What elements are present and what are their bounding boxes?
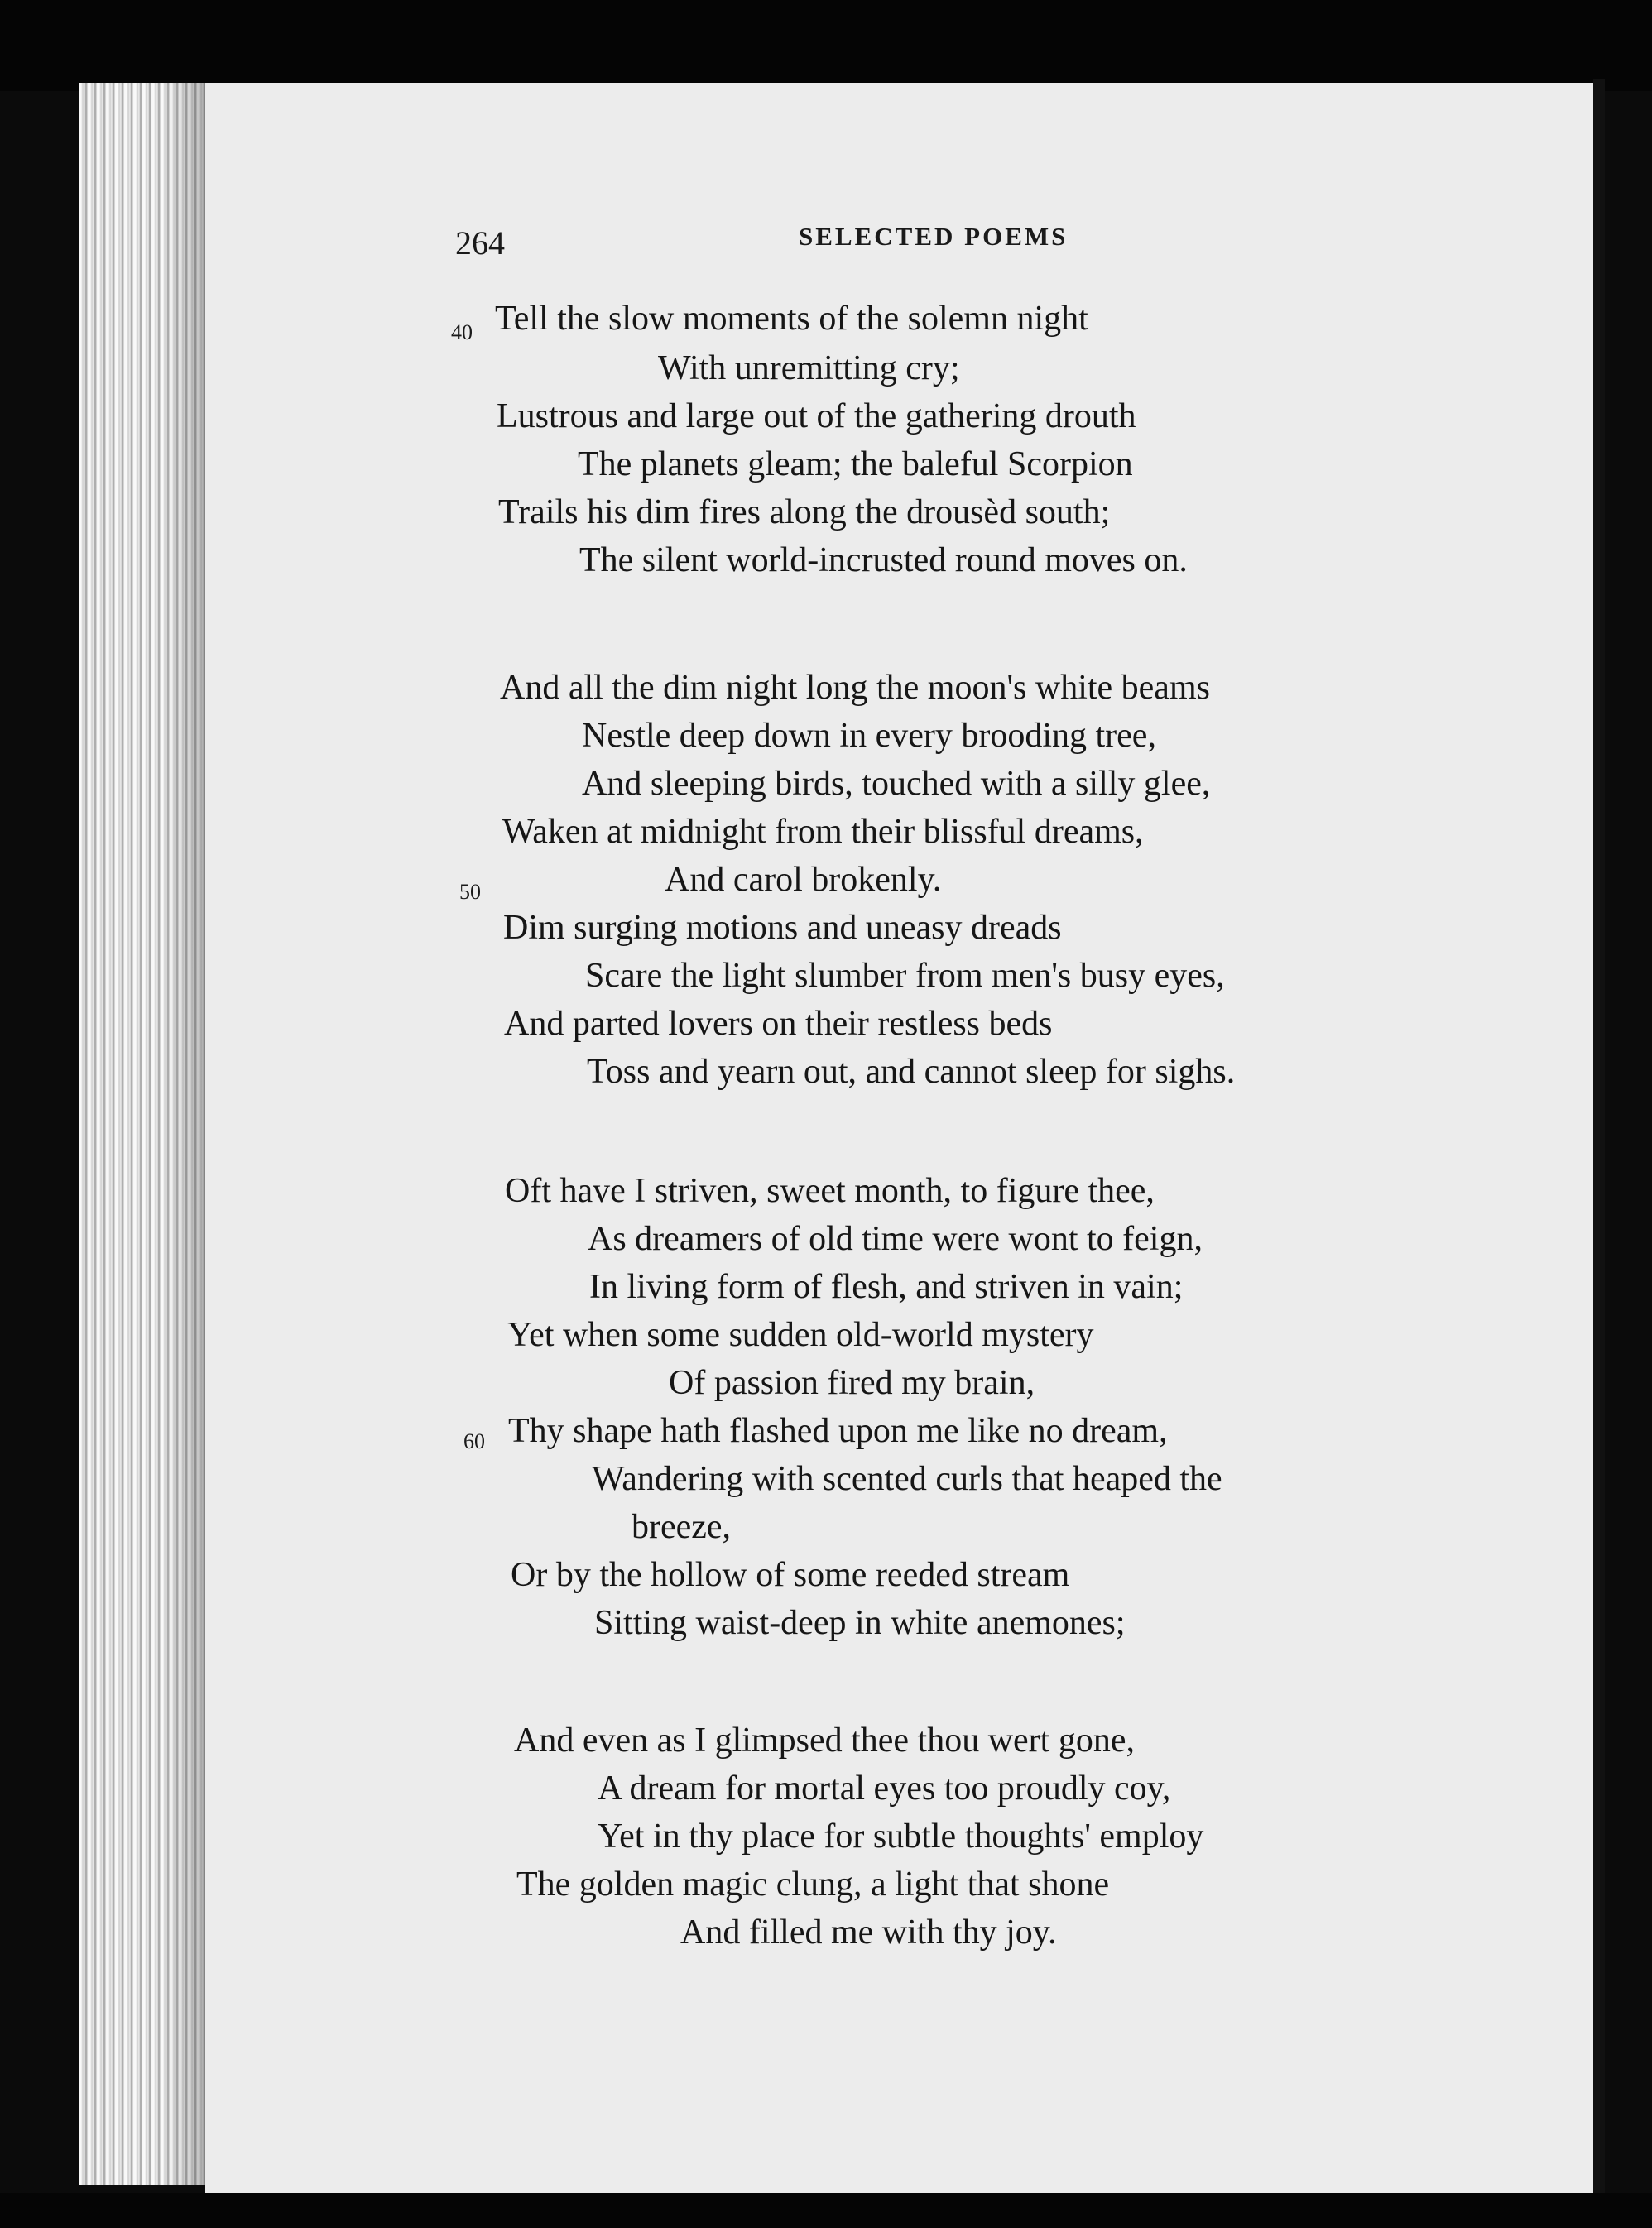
poem-line: Of passion fired my brain, (669, 1364, 1035, 1402)
poem-line: And all the dim night long the moon's white beams (500, 669, 1210, 707)
poem-line: Oft have I striven, sweet month, to figure thee, (505, 1172, 1155, 1210)
poem-line: And filled me with thy joy. (680, 1913, 1057, 1952)
poem-line: Trails his dim fires along the drousèd south; (498, 493, 1111, 531)
line-number-50: 50 (459, 880, 481, 904)
poem-line: Tell the slow moments of the solemn night (495, 300, 1088, 338)
poem-line: A dream for mortal eyes too proudly coy, (598, 1769, 1171, 1808)
gutter-shadow (166, 83, 207, 2185)
page-number: 264 (455, 224, 505, 262)
poem-line: Or by the hollow of some reeded stream (511, 1556, 1070, 1594)
line-number-40: 40 (451, 320, 473, 344)
poem-line: Scare the light slumber from men's busy eyes, (585, 957, 1225, 995)
poem-line: And carol brokenly. (665, 861, 942, 899)
scan-bottom-margin (0, 2193, 1652, 2228)
poem-line: And even as I glimpsed thee thou wert gone, (514, 1721, 1135, 1760)
running-title: SELECTED POEMS (799, 222, 1069, 251)
poem-line: Sitting waist-deep in white anemones; (594, 1604, 1126, 1642)
page-right-border (1593, 79, 1605, 2197)
poem-line: Yet in thy place for subtle thoughts' employ (598, 1817, 1204, 1856)
poem-line: As dreamers of old time were wont to feign, (588, 1220, 1203, 1258)
poem-line: Toss and yearn out, and cannot sleep for sighs. (587, 1053, 1236, 1091)
poem-line: And parted lovers on their restless beds (504, 1005, 1053, 1043)
line-number-60: 60 (463, 1429, 485, 1453)
poem-line: Dim surging motions and uneasy dreads (503, 909, 1062, 947)
poem-line: And sleeping birds, touched with a silly glee, (582, 765, 1211, 803)
poem-line: In living form of flesh, and striven in vain; (589, 1268, 1184, 1306)
poem-line: The golden magic clung, a light that shone (516, 1865, 1110, 1904)
poem-line: With unremitting cry; (658, 349, 960, 387)
poem-line: Waken at midnight from their blissful dreams, (502, 813, 1144, 851)
scan-top-margin (0, 0, 1652, 91)
poem-line: Thy shape hath flashed upon me like no dream, (508, 1412, 1168, 1450)
poem-line: Yet when some sudden old-world mystery (507, 1316, 1094, 1354)
poem-line: Lustrous and large out of the gathering drouth (497, 397, 1136, 435)
poem-line: Wandering with scented curls that heaped the (592, 1460, 1222, 1498)
poem-line: The planets gleam; the baleful Scorpion (578, 445, 1133, 483)
poem-line: Nestle deep down in every brooding tree, (582, 717, 1156, 755)
poem-line: breeze, (632, 1508, 732, 1546)
poem-line: The silent world-incrusted round moves on. (579, 541, 1188, 579)
